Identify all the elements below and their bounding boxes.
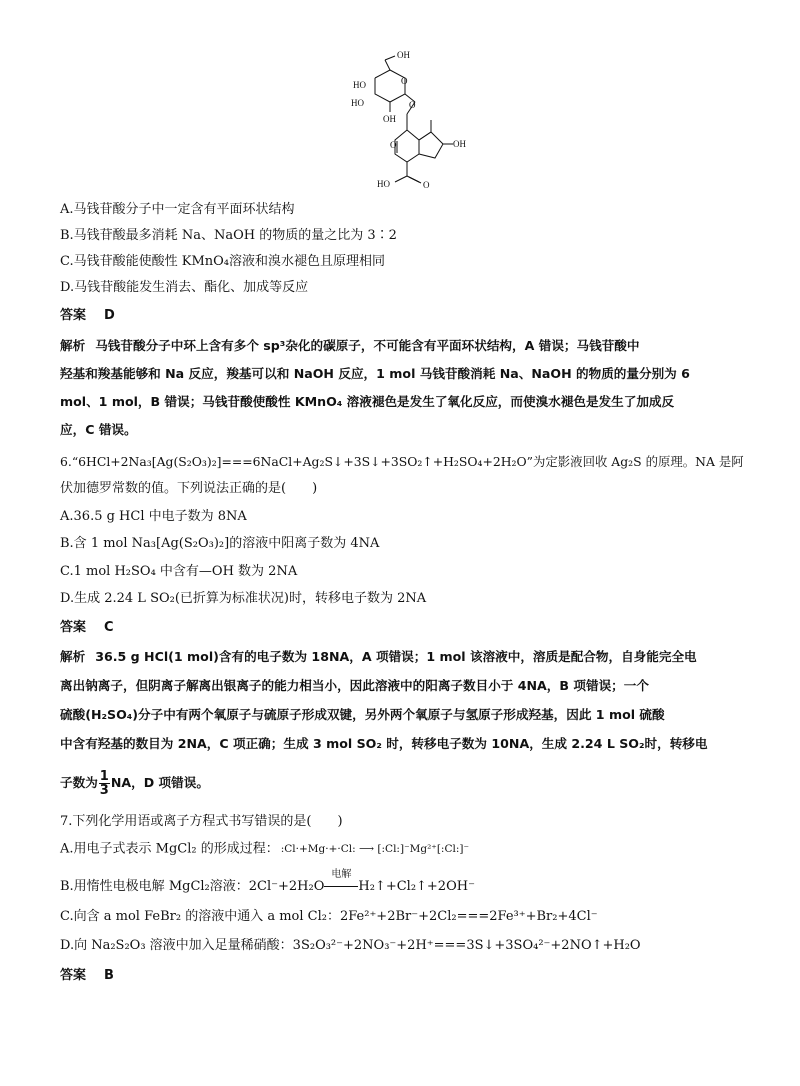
q6-stem-line: 伏加德罗常数的值。下列说法正确的是( ) xyxy=(60,481,318,496)
electrolysis-arrow xyxy=(324,869,358,896)
q7-option-c: C.向含 a mol FeBr₂ 的溶液中通入 a mol Cl₂：2Fe²⁺+2Br⁻+2Cl₂===2Fe³⁺+Br₂+4Cl⁻ xyxy=(60,909,598,924)
answer-value: C xyxy=(104,620,114,635)
structure-label: O xyxy=(409,100,416,110)
q6-option-b: B.含 1 mol Na₃[Ag(S₂O₃)₂]的溶液中阳离子数为 4NA xyxy=(60,536,380,551)
q5-option-c: C.马钱苷酸能使酸性 KMnO₄溶液和溴水褪色且原理相同 xyxy=(60,254,386,269)
answer-label: 答案 xyxy=(60,620,87,635)
structure-label: O xyxy=(401,76,408,86)
q7-option-a xyxy=(60,840,740,859)
q6-explanation-line xyxy=(60,647,740,667)
q5-explanation-line xyxy=(60,336,740,356)
structure-label: HO xyxy=(353,80,366,90)
q6-option-a: A.36.5 g HCl 中电子数为 8NA xyxy=(60,509,247,524)
fraction xyxy=(99,770,110,797)
q6-explanation-line: 离出钠离子，但阴离子解离出银离子的能力相当小，因此溶液中的阳离子数目小于 4NA，B 项错误；一个 xyxy=(60,678,649,693)
condition-text: 电解 xyxy=(331,869,352,880)
explanation-label: 解析 xyxy=(60,649,86,664)
option-text: H₂↑+Cl₂↑+2OH⁻ xyxy=(358,879,475,894)
q6-stem-line: 6.“6HCl+2Na₃[Ag(S₂O₃)₂]===6NaCl+Ag₂S↓+3S↓+3SO₂↑+H₂SO₄+2H₂O”为定影液回收 Ag₂S 的原理。NA 是阿 xyxy=(60,454,744,469)
q5-option-d: D.马钱苷酸能发生消去、酯化、加成等反应 xyxy=(60,280,309,295)
q6-answer-row xyxy=(60,619,740,637)
q7-stem: 7.下列化学用语或离子方程式书写错误的是( ) xyxy=(60,814,343,829)
explanation-text: 马钱苷酸分子中环上含有多个 sp³杂化的碳原子，不可能含有平面环状结构，A 错误；马钱苷酸中 xyxy=(95,338,640,353)
molecule-structure-diagram xyxy=(335,48,475,198)
q5-option-b: B.马钱苷酸最多消耗 Na、NaOH 的物质的量之比为 3∶2 xyxy=(60,228,397,243)
structure-label: O xyxy=(390,140,397,150)
explanation-text: NA，D 项错误。 xyxy=(110,775,209,790)
structure-label: HO xyxy=(351,98,364,108)
explanation-label: 解析 xyxy=(60,338,86,353)
q7-option-d: D.向 Na₂S₂O₃ 溶液中加入足量稀硝酸：3S₂O₃²⁻+2NO₃⁻+2H⁺===3S↓+3SO₄²⁻+2NO↑+H₂O xyxy=(60,938,641,953)
structure-label: OH xyxy=(397,50,410,60)
q7-option-b xyxy=(60,869,740,896)
fraction-denominator: 3 xyxy=(99,783,109,798)
q6-explanation-line xyxy=(60,768,740,798)
structure-label: HO xyxy=(377,179,390,189)
answer-label: 答案 xyxy=(60,968,87,983)
fraction-numerator: 1 xyxy=(99,769,109,784)
q5-answer-row xyxy=(60,307,740,325)
q7-answer-row xyxy=(60,967,740,985)
q6-option-d: D.生成 2.24 L SO₂(已折算为标准状况)时，转移电子数为 2NA xyxy=(60,591,427,606)
q5-explanation-line: mol、1 mol，B 错误；马钱苷酸使酸性 KMnO₄ 溶液褪色是发生了氧化反应，而使溴水褪色是发生了加成反 xyxy=(60,394,675,409)
explanation-text: 子数为 xyxy=(60,775,98,790)
q6-explanation-line: 中含有羟基的数目为 2NA，C 项正确；生成 3 mol SO₂ 时，转移电子数为 10NA，生成 2.24 L SO₂时，转移电 xyxy=(60,736,708,751)
q5-option-a: A.马钱苷酸分子中一定含有平面环状结构 xyxy=(60,202,295,217)
structure-label: OH xyxy=(453,139,466,149)
q5-explanation-line: 羟基和羧基能够和 Na 反应，羧基可以和 NaOH 反应，1 mol 马钱苷酸消耗 Na、NaOH 的物质的量分别为 6 xyxy=(60,366,690,381)
option-text: A.用电子式表示 MgCl₂ 的形成过程： xyxy=(60,841,279,857)
structure-label: O xyxy=(423,180,430,190)
q5-explanation-line: 应，C 错误。 xyxy=(60,422,137,437)
electron-formula: :Cl·+Mg·+·Cl: ⟶ [:Cl:]⁻Mg²⁺[:Cl:]⁻ xyxy=(280,843,470,855)
answer-value: D xyxy=(104,308,115,323)
answer-value: B xyxy=(104,968,114,983)
structure-label: OH xyxy=(383,114,396,124)
option-text: B.用惰性电极电解 MgCl₂溶液：2Cl⁻+2H₂O xyxy=(60,879,325,894)
q6-explanation-line: 硫酸(H₂SO₄)分子中有两个氧原子与硫原子形成双键，另外两个氧原子与氢原子形成羟基，因此 1 mol 硫酸 xyxy=(60,707,665,722)
answer-label: 答案 xyxy=(60,308,87,323)
q6-option-c: C.1 mol H₂SO₄ 中含有—OH 数为 2NA xyxy=(60,564,298,579)
explanation-text: 36.5 g HCl(1 mol)含有的电子数为 18NA，A 项错误；1 mol 该溶液中，溶质是配合物，自身能完全电 xyxy=(95,649,697,664)
